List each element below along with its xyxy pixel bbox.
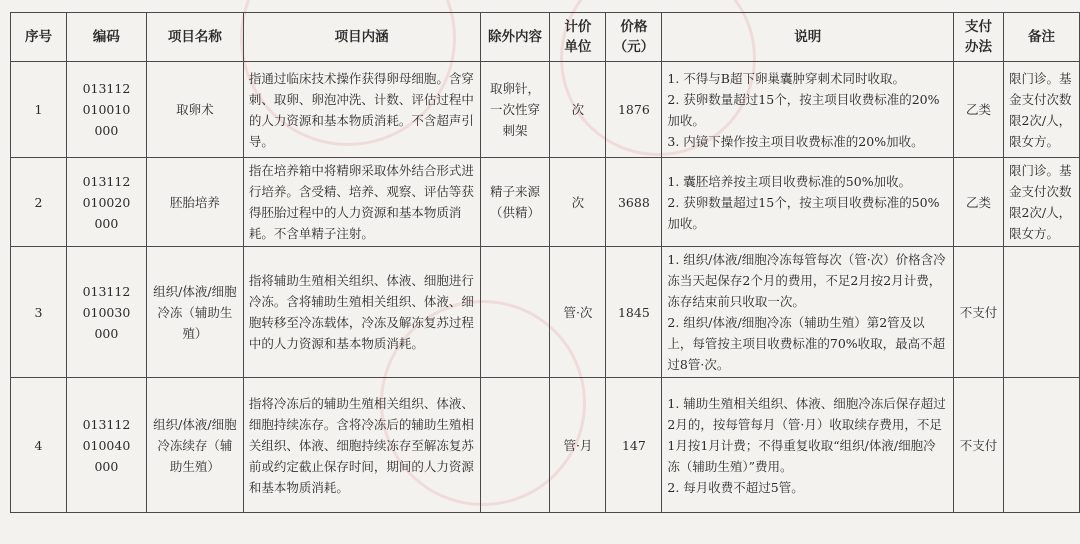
fee-schedule-table	[10, 12, 1080, 513]
header-price: 价格 （元）	[606, 13, 662, 62]
cell-unit: 管·次	[550, 247, 606, 378]
cell-unit: 次	[550, 158, 606, 247]
cell-no: 3	[11, 247, 67, 378]
cell-name: 胚胎培养	[146, 158, 243, 247]
header-no: 序号	[11, 13, 67, 62]
cell-price: 147	[606, 378, 662, 513]
header-code: 编码	[66, 13, 146, 62]
cell-code: 013112 010020 000	[66, 158, 146, 247]
cell-price: 1876	[606, 62, 662, 158]
table-row	[11, 247, 1080, 378]
cell-note: 1. 囊胚培养按主项目收费标准的50%加收。 2. 获卵数量超过15个，按主项目收费标准的50%加收。	[662, 158, 954, 247]
table-row	[11, 158, 1080, 247]
header-unit: 计价 单位	[550, 13, 606, 62]
cell-content: 指将冷冻后的辅助生殖相关组织、体液、细胞持续冻存。含将冷冻后的辅助生殖相关组织、体液、细胞持续冻存至解冻复苏前或约定截止保存时间，期间的人力资源和基本物质消耗。	[243, 378, 480, 513]
cell-exclusion: 精子来源（供精）	[480, 158, 550, 247]
cell-note: 1. 不得与B超下卵巢囊肿穿刺术同时收取。 2. 获卵数量超过15个，按主项目收费标准的20%加收。 3. 内镜下操作按主项目收费标准的20%加收。	[662, 62, 954, 158]
cell-unit: 次	[550, 62, 606, 158]
header-note: 说明	[662, 13, 954, 62]
cell-no: 2	[11, 158, 67, 247]
cell-price: 1845	[606, 247, 662, 378]
cell-code: 013112 010010 000	[66, 62, 146, 158]
table-header-row	[11, 13, 1080, 62]
cell-remark: 限门诊。基金支付次数限2次/人，限女方。	[1003, 158, 1079, 247]
header-content: 项目内涵	[243, 13, 480, 62]
cell-payment: 乙类	[954, 62, 1004, 158]
table-row	[11, 62, 1080, 158]
header-exclusion: 除外内容	[480, 13, 550, 62]
cell-payment: 乙类	[954, 158, 1004, 247]
cell-content: 指通过临床技术操作获得卵母细胞。含穿刺、取卵、卵泡冲洗、计数、评估过程中的人力资源和基本物质消耗。不含超声引导。	[243, 62, 480, 158]
cell-name: 取卵术	[146, 62, 243, 158]
cell-note: 1. 辅助生殖相关组织、体液、细胞冷冻后保存超过2月的，按每管每月（管·月）收取续存费用，不足1月按1月计费；不得重复收取“组织/体液/细胞冷冻（辅助生殖）”费用。 2. 每月收费不超过5管。	[662, 378, 954, 513]
cell-exclusion	[480, 378, 550, 513]
cell-no: 1	[11, 62, 67, 158]
cell-note: 1. 组织/体液/细胞冷冻每管每次（管·次）价格含冷冻当天起保存2个月的费用，不足2月按2月计费，冻存结束前只收取一次。 2. 组织/体液/细胞冷冻（辅助生殖）第2管及以上，每管按主项目收费标准的70%收取，最高不超过8管·次。	[662, 247, 954, 378]
cell-remark	[1003, 378, 1079, 513]
header-payment: 支付 办法	[954, 13, 1004, 62]
header-remark: 备注	[1003, 13, 1079, 62]
cell-content: 指在培养箱中将精卵采取体外结合形式进行培养。含受精、培养、观察、评估等获得胚胎过程中的人力资源和基本物质消耗。不含单精子注射。	[243, 158, 480, 247]
cell-payment: 不支付	[954, 378, 1004, 513]
cell-name: 组织/体液/细胞冷冻（辅助生殖）	[146, 247, 243, 378]
cell-exclusion: 取卵针，一次性穿刺架	[480, 62, 550, 158]
cell-code: 013112 010030 000	[66, 247, 146, 378]
cell-name: 组织/体液/细胞冷冻续存（辅助生殖）	[146, 378, 243, 513]
cell-unit: 管·月	[550, 378, 606, 513]
cell-remark: 限门诊。基金支付次数限2次/人，限女方。	[1003, 62, 1079, 158]
table-row	[11, 378, 1080, 513]
cell-content: 指将辅助生殖相关组织、体液、细胞进行冷冻。含将辅助生殖相关组织、体液、细胞转移至冷冻载体，冷冻及解冻复苏过程中的人力资源和基本物质消耗。	[243, 247, 480, 378]
cell-code: 013112 010040 000	[66, 378, 146, 513]
cell-remark	[1003, 247, 1079, 378]
header-name: 项目名称	[146, 13, 243, 62]
cell-payment: 不支付	[954, 247, 1004, 378]
cell-exclusion	[480, 247, 550, 378]
cell-price: 3688	[606, 158, 662, 247]
cell-no: 4	[11, 378, 67, 513]
